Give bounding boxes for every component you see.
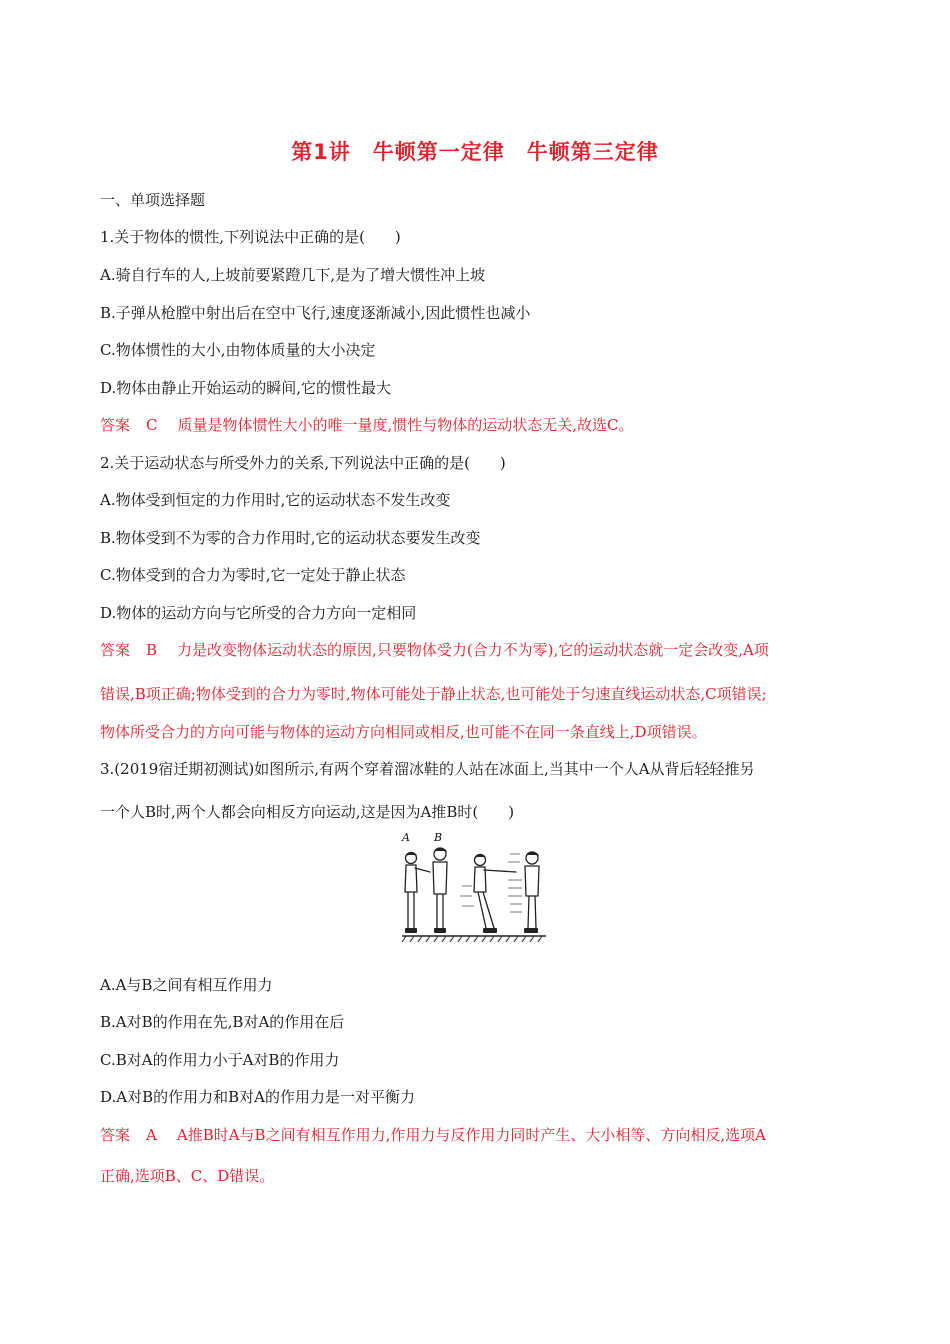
skater-a2-hair [476,855,485,858]
q3-option-a: A.A与B之间有相互作用力 [100,976,273,994]
answer-key: C [146,416,158,434]
answer-key: B [146,641,158,659]
answer-label: 答案 [100,1126,131,1144]
skater-a2-legs [478,892,494,928]
answer-explanation: A推B时A与B之间有相互作用力,作用力与反作用力同时产生、大小相等、方向相反,选项A [176,1126,766,1144]
ice-ground [402,936,546,942]
q2-answer-line-3: 物体所受合力的方向可能与物体的运动方向相同或相反,也可能不在同一条直线上,D项错误。 [100,723,707,741]
q3-option-c: C.B对A的作用力小于A对B的作用力 [100,1051,340,1069]
ice-skaters-pushing-illustration [398,830,550,946]
skater-a-legs [408,892,414,928]
answer-explanation: 质量是物体惯性大小的唯一量度,惯性与物体的运动状态无关,故选C。 [177,416,634,434]
q2-answer-line-2: 错误,B项正确;物体受到的合力为零时,物体可能处于静止状态,也可能处于匀速直线运动状态,C项错误; [100,685,767,703]
q1-answer [100,414,860,436]
q2-answer [100,639,860,661]
skater-b-legs [437,894,443,928]
skater-b-body [433,862,447,894]
q2-option-c: C.物体受到的合力为零时,它一定处于静止状态 [100,566,406,584]
answer-key: A [146,1126,157,1144]
q1-option-c: C.物体惯性的大小,由物体质量的大小决定 [100,341,376,359]
skater-a-arm [415,868,430,872]
skater-b2-legs [528,896,536,928]
skates [405,928,538,933]
q1-option-d: D.物体由静止开始运动的瞬间,它的惯性最大 [100,379,392,397]
motion-lines [460,854,522,912]
skater-a-hair [407,853,416,856]
page-title: 第1讲 牛顿第一定律 牛顿第三定律 [291,140,659,164]
answer-explanation: 力是改变物体运动状态的原因,只要物体受力(合力不为零),它的运动状态就一定会改变,A项 [177,641,769,659]
figure-label-a: A [402,831,410,844]
answer-label: 答案 [100,641,131,659]
q1-stem: 1.关于物体的惯性,下列说法中正确的是( ) [100,228,401,246]
figure-label-b: B [434,831,443,844]
skater-b2-body [525,866,539,896]
q1-option-b: B.子弹从枪膛中射出后在空中飞行,速度逐渐减小,因此惯性也减小 [100,304,531,322]
q2-option-d: D.物体的运动方向与它所受的合力方向一定相同 [100,604,417,622]
q3-stem-line-2: 一个人B时,两个人都会向相反方向运动,这是因为A推B时( ) [100,803,515,821]
q2-stem: 2.关于运动状态与所受外力的关系,下列说法中正确的是( ) [100,454,506,472]
q1-option-a: A.骑自行车的人,上坡前要紧蹬几下,是为了增大惯性冲上坡 [100,266,486,284]
answer-label: 答案 [100,416,131,434]
q3-answer-line-2: 正确,选项B、C、D错误。 [100,1167,275,1185]
q3-option-d: D.A对B的作用力和B对A的作用力是一对平衡力 [100,1088,415,1106]
section-heading: 一、单项选择题 [100,191,206,209]
q2-option-b: B.物体受到不为零的合力作用时,它的运动状态要发生改变 [100,529,481,547]
q3-answer [100,1124,860,1146]
skater-a2-arm [484,870,516,872]
skater-a-body [405,865,417,892]
q3-option-b: B.A对B的作用在先,B对A的作用在后 [100,1013,345,1031]
q3-stem-line-1: 3.(2019宿迁期初测试)如图所示,有两个穿着溜冰鞋的人站在冰面上,当其中一个人A从背后轻轻推另 [100,760,755,778]
skater-a2-body [474,867,486,892]
q2-option-a: A.物体受到恒定的力作用时,它的运动状态不发生改变 [100,491,451,509]
